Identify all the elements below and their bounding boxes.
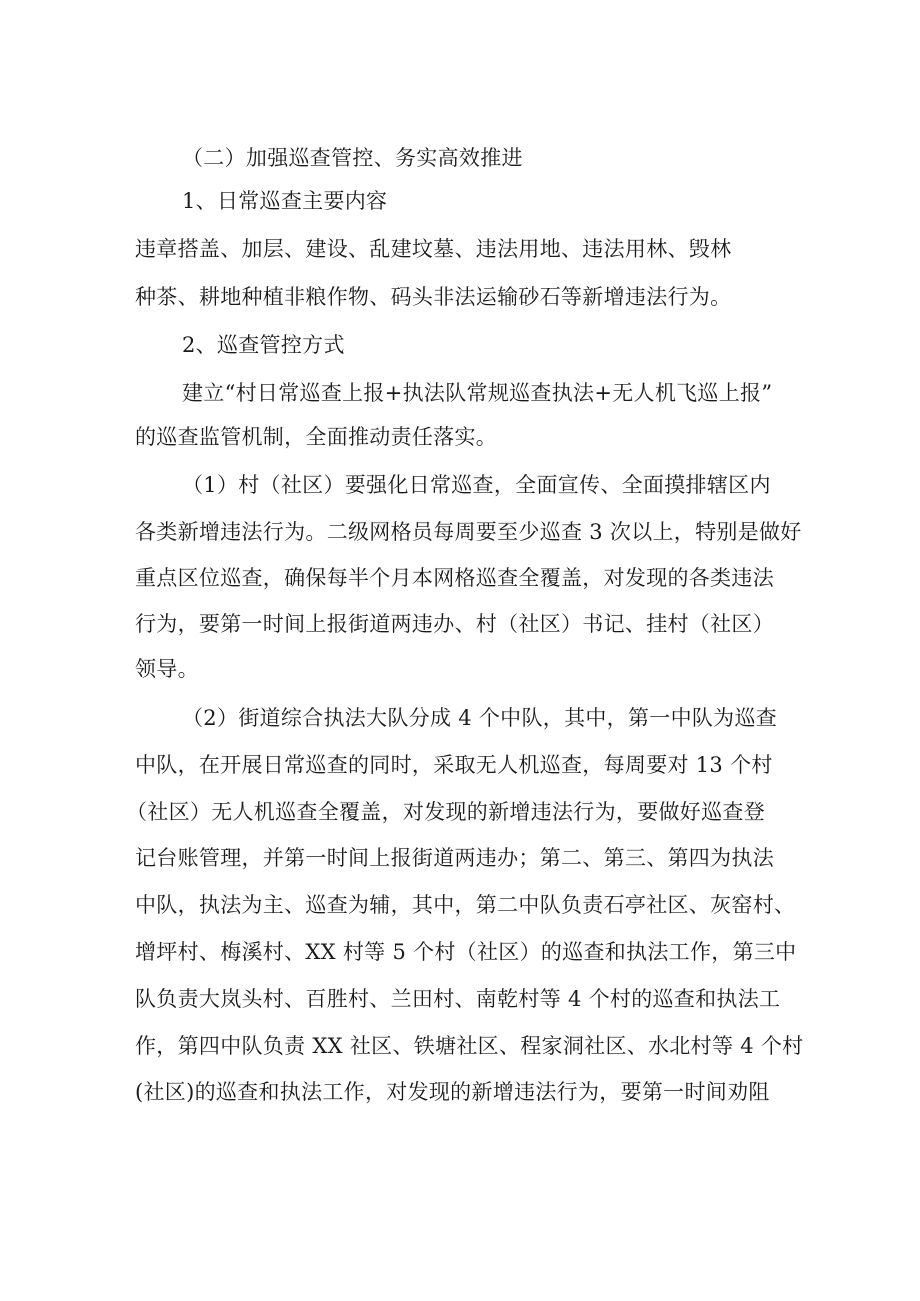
paragraph-text: （1）村（社区）要强化日常巡查，全面宣传、全面摸排辖区内 [182,473,771,497]
paragraph-text: 建立“村日常巡查上报+执法队常规巡查执法+无人机飞巡上报” [182,381,773,405]
paragraph-text: 作，第四中队负责 XX 社区、铁塘社区、程家洞社区、水北村等 4 个村 [135,1034,804,1058]
paragraph-text: 队负责大岚头村、百胜村、兰田村、南乾村等 4 个村的巡查和执法工 [135,987,781,1011]
paragraph-text: (社区)的巡查和执法工作，对发现的新增违法行为，要第一时间劝阻 [135,1080,770,1104]
paragraph-text: 中队，执法为主、巡查为辅，其中，第二中队负责石亭社区、灰窑村、 [135,893,796,917]
paragraph-text: （2）街道综合执法大队分成 4 个中队，其中，第一中队为巡查 [182,706,778,730]
subsection-title-text: 2、巡查管控方式 [182,333,345,357]
paragraph-text: 的巡查监管机制，全面推动责任落实。 [135,425,498,449]
paragraph-text: 中队，在开展日常巡查的同时，采取无人机巡查，每周要对 13 个村 [135,753,773,777]
paragraph-text: （社区）无人机巡查全覆盖，对发现的新增违法行为，要做好巡查登 [126,800,765,824]
section-heading-text: （二）加强巡查管控、务实高效推进 [182,146,523,170]
paragraph-text: 增坪村、梅溪村、XX 村等 5 个村（社区）的巡查和执法工作，第三中 [135,940,797,964]
paragraph-text: 重点区位巡查，确保每半个月本网格巡查全覆盖，对发现的各类违法 [135,566,774,590]
paragraph-text: 行为，要第一时间上报街道两违办、村（社区）书记、挂村（社区） [135,612,774,636]
paragraph-text: 违章搭盖、加层、建设、乱建坟墓、违法用地、违法用林、毁林 [135,237,732,261]
paragraph-text: 领导。 [135,657,199,681]
paragraph-text: 种茶、耕地种植非粮作物、码头非法运输砂石等新增违法行为。 [135,285,732,309]
subsection-title-text: 1、日常巡查主要内容 [182,189,388,213]
paragraph-text: 各类新增违法行为。二级网格员每周要至少巡查 3 次以上，特别是做好 [135,520,802,544]
paragraph-text: 记台账管理，并第一时间上报街道两违办；第二、第三、第四为执法 [135,846,774,870]
